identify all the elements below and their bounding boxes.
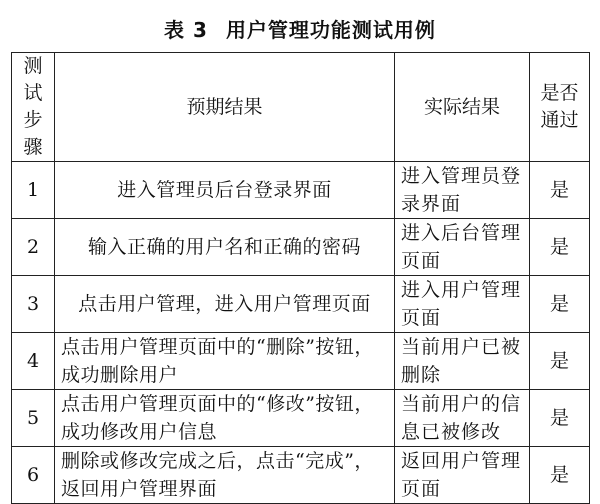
table-row [12, 276, 590, 333]
pass-status: 是 [530, 333, 590, 390]
actual-result: 返回用户管理页面 [395, 447, 530, 504]
table-row [12, 219, 590, 276]
actual-result: 当前用户已被删除 [395, 333, 530, 390]
header-step: 测试步骤 [12, 53, 55, 162]
table-caption [0, 14, 600, 43]
header-pass: 是否通过 [530, 53, 590, 162]
step-number: 5 [12, 390, 55, 447]
test-case-table [11, 52, 590, 504]
step-number: 1 [12, 162, 55, 219]
step-number: 3 [12, 276, 55, 333]
expected-result: 点击用户管理页面中的“删除”按钮，成功删除用户 [55, 333, 395, 390]
actual-result: 进入后台管理页面 [395, 219, 530, 276]
actual-result: 当前用户的信息已被修改 [395, 390, 530, 447]
pass-status: 是 [530, 390, 590, 447]
actual-result: 进入用户管理页面 [395, 276, 530, 333]
table-number: 表 3 [164, 18, 208, 42]
step-number: 2 [12, 219, 55, 276]
expected-result: 点击用户管理页面中的“修改”按钮，成功修改用户信息 [55, 390, 395, 447]
table-row [12, 333, 590, 390]
expected-result: 删除或修改完成之后，点击“完成”，返回用户管理界面 [55, 447, 395, 504]
actual-result: 进入管理员登录界面 [395, 162, 530, 219]
pass-status: 是 [530, 219, 590, 276]
pass-status: 是 [530, 276, 590, 333]
step-number: 4 [12, 333, 55, 390]
table-row [12, 447, 590, 504]
header-actual: 实际结果 [395, 53, 530, 162]
step-number: 6 [12, 447, 55, 504]
pass-status: 是 [530, 162, 590, 219]
expected-result: 进入管理员后台登录界面 [55, 162, 395, 219]
table-row [12, 162, 590, 219]
expected-result: 点击用户管理，进入用户管理页面 [55, 276, 395, 333]
table-title: 用户管理功能测试用例 [225, 18, 436, 42]
header-row [12, 53, 590, 162]
table-row [12, 390, 590, 447]
pass-status: 是 [530, 447, 590, 504]
expected-result: 输入正确的用户名和正确的密码 [55, 219, 395, 276]
header-expected: 预期结果 [55, 53, 395, 162]
